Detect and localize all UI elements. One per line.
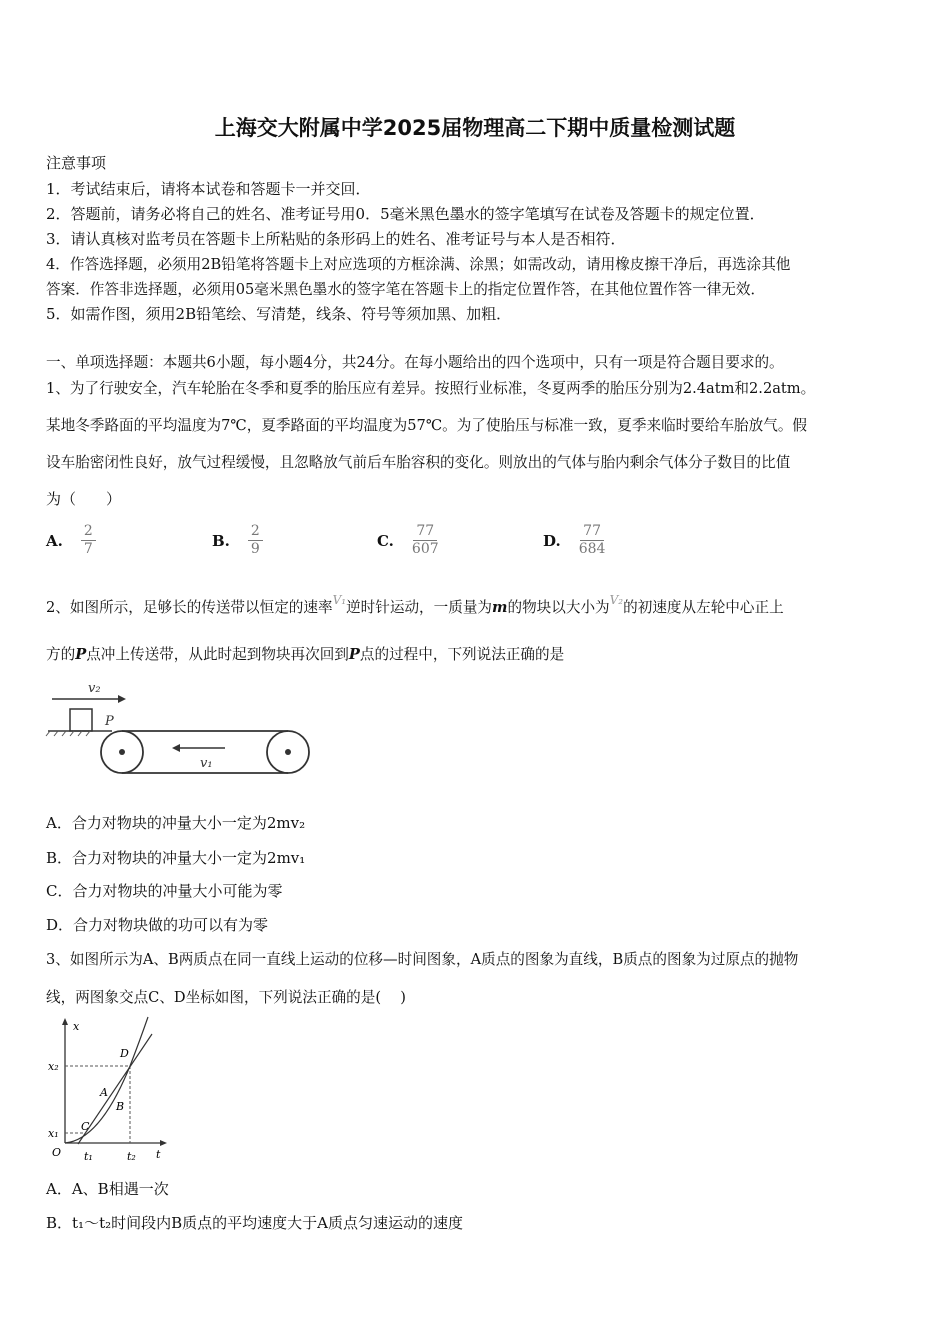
fraction: $\frac{77}{607}$ bbox=[411, 523, 439, 557]
q1-option-d[interactable] bbox=[543, 523, 605, 558]
svg-text:t₁: t₁ bbox=[84, 1150, 93, 1163]
svg-text:x: x bbox=[73, 1020, 80, 1033]
svg-text:D: D bbox=[120, 1047, 129, 1060]
notice-item: 1．考试结束后，请将本试卷和答题卡一并交回． bbox=[46, 180, 371, 198]
fraction: $\frac{77}{684}$ bbox=[578, 523, 606, 557]
svg-text:x₂: x₂ bbox=[48, 1060, 59, 1073]
xt-graph bbox=[40, 1010, 180, 1170]
q1-option-b[interactable] bbox=[212, 523, 263, 558]
q1-option-c[interactable] bbox=[377, 523, 439, 558]
page-title: 上海交大附属中学2025届物理高二下期中质量检测试题 bbox=[214, 116, 736, 140]
v2-label: v₂ bbox=[88, 681, 101, 696]
q3-option-a[interactable]: A．A、B相遇一次 bbox=[46, 1180, 169, 1198]
q3-option-b[interactable]: B．t₁～t₂时间段内B质点的平均速度大于A质点匀速运动的速度 bbox=[46, 1214, 463, 1232]
fraction: $\frac{2}{7}$ bbox=[81, 523, 96, 558]
option-label: C. bbox=[377, 531, 394, 550]
q3-text: 3、如图所示为A、B两质点在同一直线上运动的位移—时间图象，A质点的图象为直线，B质点的图象为过原点的抛物 bbox=[46, 951, 799, 968]
fraction: $\frac{2}{9}$ bbox=[248, 523, 263, 558]
q2-option-d[interactable]: D．合力对物块做的功可以有为零 bbox=[46, 916, 269, 934]
notice-item: 3．请认真核对监考员在答题卡上所粘贴的条形码上的姓名、准考证号与本人是否相符． bbox=[46, 230, 626, 248]
q1-text: 为（ ） bbox=[46, 490, 122, 508]
notice-item: 答案．作答非选择题，必须用05毫米黑色墨水的签字笔在答题卡上的指定位置作答，在其他位置作答一律无效． bbox=[46, 281, 766, 298]
conveyor-figure bbox=[40, 670, 320, 780]
v1-label: v₁ bbox=[200, 756, 213, 771]
block bbox=[70, 709, 92, 731]
notice-item: 4．作答选择题，必须用2B铅笔将答题卡上对应选项的方框涂满、涂黑；如需改动，请用橡皮擦干净后，再选涂其他 bbox=[46, 256, 791, 273]
svg-text:O: O bbox=[52, 1146, 62, 1159]
q2-text: 方的P点冲上传送带，从此时起到物块再次回到P点的过程中，下列说法正确的是 bbox=[46, 646, 565, 663]
q1-option-a[interactable] bbox=[46, 523, 96, 558]
svg-text:B: B bbox=[116, 1100, 125, 1113]
section-heading: 一、单项选择题：本题共6小题，每小题4分，共24分。在每小题给出的四个选项中，只有一项是符合题目要求的。 bbox=[46, 354, 784, 371]
svg-text:A: A bbox=[100, 1086, 108, 1099]
q1-text: 1、为了行驶安全，汽车轮胎在冬季和夏季的胎压应有差异。按照行业标准，冬夏两季的胎压分别为2.4atm和2.2atm。 bbox=[46, 380, 816, 397]
q2-text: 2、如图所示，足够长的传送带以恒定的速率$^{V_1}$逆时针运动，一质量为m的物块以大小为$^{V_2}$的初速度从左轮中心正上 bbox=[46, 593, 784, 616]
svg-text:x₁: x₁ bbox=[48, 1127, 59, 1140]
curve-b bbox=[65, 1017, 148, 1143]
q1-text: 设车胎密闭性良好，放气过程缓慢，且忽略放气前后车胎容积的变化。则放出的气体与胎内剩余气体分子数目的比值 bbox=[46, 454, 791, 471]
svg-text:t: t bbox=[156, 1148, 161, 1161]
q2-option-a[interactable]: A．合力对物块的冲量大小一定为2mv₂ bbox=[46, 814, 306, 832]
q1-text: 某地冬季路面的平均温度为7℃，夏季路面的平均温度为57℃。为了使胎压与标准一致，夏季来临时要给车胎放气。假 bbox=[46, 417, 808, 434]
svg-text:C: C bbox=[81, 1120, 90, 1133]
notice-item: 5．如需作图，须用2B铅笔绘、写清楚，线条、符号等须加黑、加粗． bbox=[46, 305, 512, 323]
q2-option-c[interactable]: C．合力对物块的冲量大小可能为零 bbox=[46, 882, 283, 900]
option-label: A. bbox=[46, 531, 63, 550]
option-label: B. bbox=[212, 531, 230, 550]
notice-item: 2．答题前，请务必将自己的姓名、准考证号用0．5毫米黑色墨水的签字笔填写在试卷及答题卡的规定位置． bbox=[46, 205, 765, 223]
svg-text:t₂: t₂ bbox=[127, 1150, 136, 1163]
p-label: P bbox=[105, 714, 114, 729]
q3-text: 线，两图象交点C、D坐标如图，下列说法正确的是( ) bbox=[46, 989, 406, 1006]
q2-option-b[interactable]: B．合力对物块的冲量大小一定为2mv₁ bbox=[46, 849, 306, 867]
option-label: D. bbox=[543, 531, 561, 550]
notice-heading: 注意事项 bbox=[46, 154, 107, 172]
